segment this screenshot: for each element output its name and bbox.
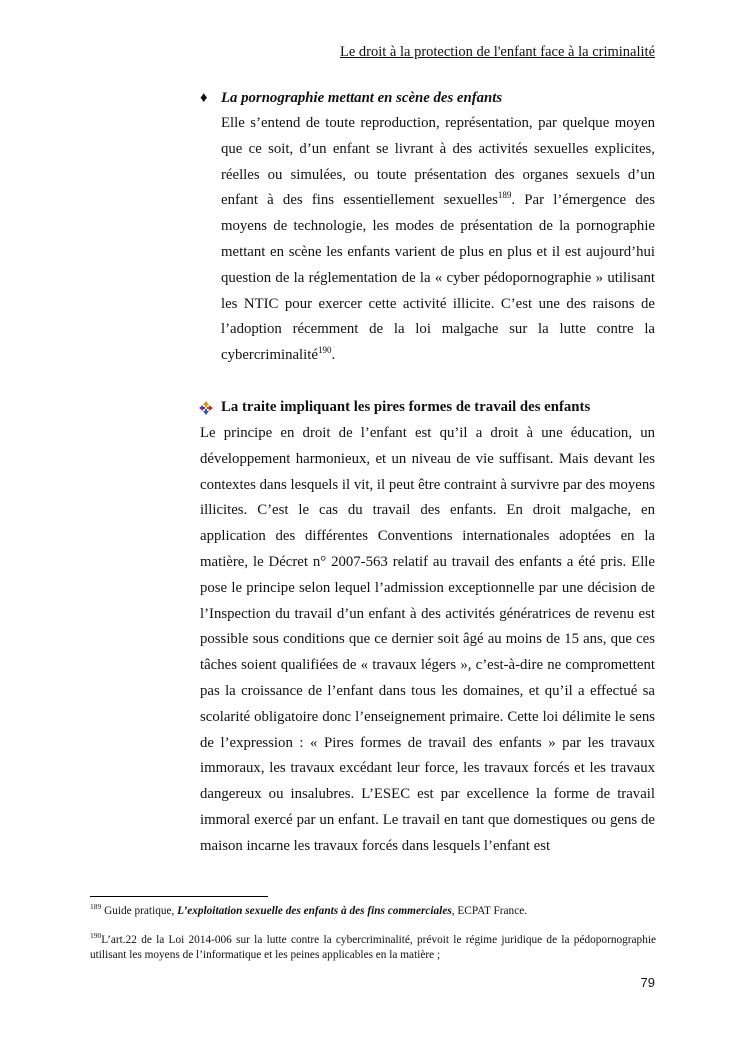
footnote-ref-190: 190 bbox=[317, 345, 332, 356]
footnote-text: Guide pratique, bbox=[101, 905, 178, 917]
section-body-pornography bbox=[221, 111, 655, 369]
section-title-pornography: La pornographie mettant en scène des enfants bbox=[221, 90, 503, 106]
footnote-book-title: L’exploitation sexuelle des enfants à des fins commerciales bbox=[177, 905, 452, 917]
footnote-189 bbox=[90, 904, 656, 919]
footnote-number: 190 bbox=[90, 931, 102, 941]
paragraph-text: Elle s’entend de toute reproduction, représentation, par quelque moyen que ce soit, d’un enfant se livrant à des activités sexuelles explicites, réelles ou simulées, ou toute présentation des organes sexuels d’un enfant à des fins essentiellement sexuelles bbox=[221, 115, 655, 209]
footnote-text: , ECPAT France. bbox=[451, 905, 528, 917]
footnote-190 bbox=[90, 933, 656, 963]
footnote-number: 189 bbox=[90, 902, 102, 912]
footnote-text: L’art.22 de la Loi 2014-006 sur la lutte contre la cybercriminalité, prévoit le régime juridique de la pédopornographie utilisant les moyens de l’informatique et les peines applicables en la matière ; bbox=[90, 934, 656, 961]
running-header: Le droit à la protection de l'enfant face à la criminalité bbox=[339, 44, 655, 60]
paragraph-text: . Par l’émergence des moyens de technologie, les modes de présentation de la pornographie mettant en scène les enfants varient de plus en plus et il est aujourd’hui question de la réglementation de la « cyber pédopornographie » utilisant les NTIC pour exercer cette activité illicite. C’est une des raisons de l’adoption récemment de la loi malgache sur la lutte contre la cybercriminalité bbox=[221, 192, 655, 364]
diamond-bullet-icon: ♦ bbox=[200, 90, 208, 106]
paragraph-text: . bbox=[331, 347, 336, 364]
paragraph-text: Le principe en droit de l’enfant est qu’il a droit à une éducation, un développement harmonieux, et un niveau de vie suffisant. Mais devant les contextes dans lesquels il vit, il peut être contraint à survivre par des moyens illicites. C’est le cas du travail des enfants. En droit malgache, en application des différentes Conventions internationales adoptées en la matière, le Décret n° 2007-563 relatif au travail des enfants a été pris. Elle pose le principe selon lequel l’admission exceptionnelle par une décision de l’Inspection du travail d’un enfant à des activités génératrices de revenu est possible sous conditions que ce dernier soit âgé au moins de 15 ans, que ces tâches soient qualifiées de « travaux légers », c’est-à-dire ne compromettent pas la croissance de l’enfant dans tous les domaines, et qu’il a effectué sa scolarité obligatoire donc l’enseignement primaire. Cette loi délimite le sens de l’expression : « Pires formes de travail des enfants » par les travaux immoraux, les travaux excédant leur force, les travaux forcés et les travaux dangereux ou insalubres. L’ESEC est par excellence la forme de travail immoral exercé par un enfant. Le travail en tant que domestiques ou gens de maison incarne les travaux forcés dans lesquels l’enfant est bbox=[200, 425, 655, 854]
footnote-separator bbox=[90, 896, 268, 897]
footnote-ref-189: 189 bbox=[497, 190, 512, 201]
four-arrow-bullet-icon bbox=[199, 401, 213, 415]
page-number: 79 bbox=[640, 975, 655, 990]
section-body-child-labour bbox=[200, 421, 655, 860]
section-title-child-labour: La traite impliquant les pires formes de travail des enfants bbox=[221, 399, 591, 415]
